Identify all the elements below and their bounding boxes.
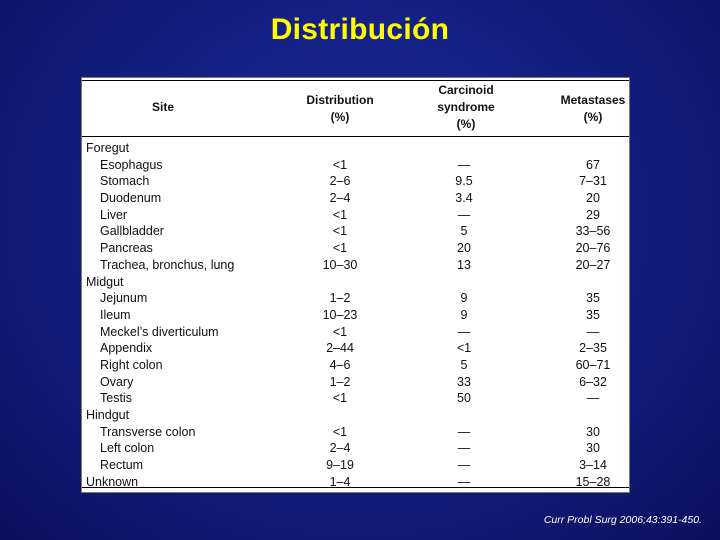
cell-metastases: — xyxy=(586,324,600,339)
cell-metastases: 15–28 xyxy=(575,474,611,489)
cell-metastases: 30 xyxy=(586,424,600,439)
cell-site: Liver xyxy=(100,207,128,222)
cell-carcinoid: 9 xyxy=(460,307,468,322)
cell-carcinoid: 20 xyxy=(457,241,471,256)
cell-metastases: 35 xyxy=(586,291,600,306)
cell-distribution: 10–30 xyxy=(322,257,358,272)
cell-site: Trachea, bronchus, lung xyxy=(100,257,235,272)
cell-site: Right colon xyxy=(100,357,163,372)
table-row xyxy=(82,340,629,357)
cell-distribution: 2–6 xyxy=(329,174,351,189)
cell-site: Esophagus xyxy=(100,157,163,172)
cell-distribution: <1 xyxy=(332,157,348,172)
cell-carcinoid: — xyxy=(457,324,471,339)
cell-carcinoid: — xyxy=(457,207,471,222)
cell-metastases: 35 xyxy=(586,307,600,322)
table-row xyxy=(82,424,629,441)
table-row xyxy=(82,240,629,257)
cell-carcinoid: 13 xyxy=(457,257,471,272)
cell-site: Unknown xyxy=(86,474,139,489)
table-row xyxy=(82,374,629,391)
cell-distribution: 1–4 xyxy=(329,474,351,489)
table-group-row xyxy=(82,140,629,157)
table-body xyxy=(82,140,629,490)
cell-metastases: 20–27 xyxy=(575,257,611,272)
slide-title: Distribución xyxy=(270,13,450,46)
table-row xyxy=(82,457,629,474)
cell-distribution: <1 xyxy=(332,207,348,222)
cell-site: Stomach xyxy=(100,174,150,189)
cell-site: Meckel’s diverticulum xyxy=(100,324,219,339)
table-row xyxy=(82,173,629,190)
cell-site: Gallbladder xyxy=(100,224,164,239)
cell-site: Ileum xyxy=(100,307,131,322)
cell-site: Duodenum xyxy=(100,191,162,206)
cell-metastases: 60–71 xyxy=(575,357,611,372)
cell-metastases: 20 xyxy=(586,191,600,206)
table-bottom-rule xyxy=(82,487,629,488)
table-row xyxy=(82,207,629,224)
distribution-table xyxy=(81,77,630,493)
cell-site: Testis xyxy=(100,391,132,406)
cell-carcinoid: <1 xyxy=(456,341,472,356)
cell-site: Midgut xyxy=(86,274,124,289)
table-group-row xyxy=(82,407,629,424)
cell-distribution: <1 xyxy=(332,391,348,406)
table-row xyxy=(82,357,629,374)
cell-distribution: 1–2 xyxy=(329,374,351,389)
table-row xyxy=(82,307,629,324)
cell-site: Hindgut xyxy=(86,408,130,422)
cell-carcinoid: — xyxy=(457,424,471,439)
header-site: Site xyxy=(151,100,174,114)
cell-distribution: <1 xyxy=(332,224,348,239)
cell-carcinoid: — xyxy=(457,157,471,172)
cell-distribution: <1 xyxy=(332,324,348,339)
table-header-rule xyxy=(82,136,629,137)
cell-site: Transverse colon xyxy=(100,424,196,439)
table-row xyxy=(82,157,629,174)
cell-distribution: 4–6 xyxy=(329,357,351,372)
cell-metastases: 20–76 xyxy=(575,241,611,256)
cell-distribution: <1 xyxy=(332,424,348,439)
cell-distribution: 1–2 xyxy=(329,291,351,306)
cell-metastases: 7–31 xyxy=(579,174,607,189)
cell-metastases: 29 xyxy=(586,207,600,222)
cell-metastases: 3–14 xyxy=(579,458,607,473)
cell-distribution: 2–4 xyxy=(329,441,351,456)
cell-metastases: 67 xyxy=(586,157,600,172)
table-row xyxy=(82,390,629,407)
cell-metastases: 2–35 xyxy=(579,341,607,356)
table-row xyxy=(82,223,629,240)
cell-site: Ovary xyxy=(100,374,134,389)
cell-carcinoid: 5 xyxy=(460,224,468,239)
cell-site: Appendix xyxy=(100,341,153,356)
table-row xyxy=(82,324,629,341)
cell-carcinoid: 50 xyxy=(457,391,471,406)
header-distribution: Distribution (%) xyxy=(306,93,374,124)
header-carcinoid-syndrome: Carcinoid syndrome (%) xyxy=(437,83,495,131)
cell-metastases: 30 xyxy=(586,441,600,456)
cell-carcinoid: — xyxy=(457,441,471,456)
cell-distribution: 2–44 xyxy=(326,341,354,356)
cell-site: Foregut xyxy=(86,141,130,155)
cell-distribution: 10–23 xyxy=(322,307,358,322)
cell-site: Left colon xyxy=(100,441,155,456)
header-metastases: Metastases (%) xyxy=(560,93,626,124)
cell-site: Jejunum xyxy=(100,291,148,306)
citation: Curr Probl Surg 2006;43:391-450. xyxy=(543,514,702,526)
cell-distribution: <1 xyxy=(332,241,348,256)
cell-carcinoid: 5 xyxy=(460,357,468,372)
table-top-rule xyxy=(82,80,629,81)
cell-carcinoid: 9.5 xyxy=(455,174,473,189)
cell-distribution: 2–4 xyxy=(329,191,351,206)
table-group-row xyxy=(82,274,629,291)
cell-carcinoid: — xyxy=(457,474,471,489)
cell-carcinoid: 3.4 xyxy=(455,191,473,206)
cell-distribution: 9–19 xyxy=(326,458,354,473)
cell-site: Pancreas xyxy=(100,241,153,256)
cell-metastases: 6–32 xyxy=(579,374,607,389)
cell-metastases: 33–56 xyxy=(575,224,611,239)
cell-metastases: — xyxy=(586,391,600,406)
table-row xyxy=(82,257,629,274)
cell-site: Rectum xyxy=(100,458,144,473)
cell-carcinoid: — xyxy=(457,458,471,473)
cell-carcinoid: 33 xyxy=(457,374,471,389)
table-row xyxy=(82,440,629,457)
cell-carcinoid: 9 xyxy=(460,291,468,306)
table-row xyxy=(82,290,629,307)
table-row xyxy=(82,190,629,207)
